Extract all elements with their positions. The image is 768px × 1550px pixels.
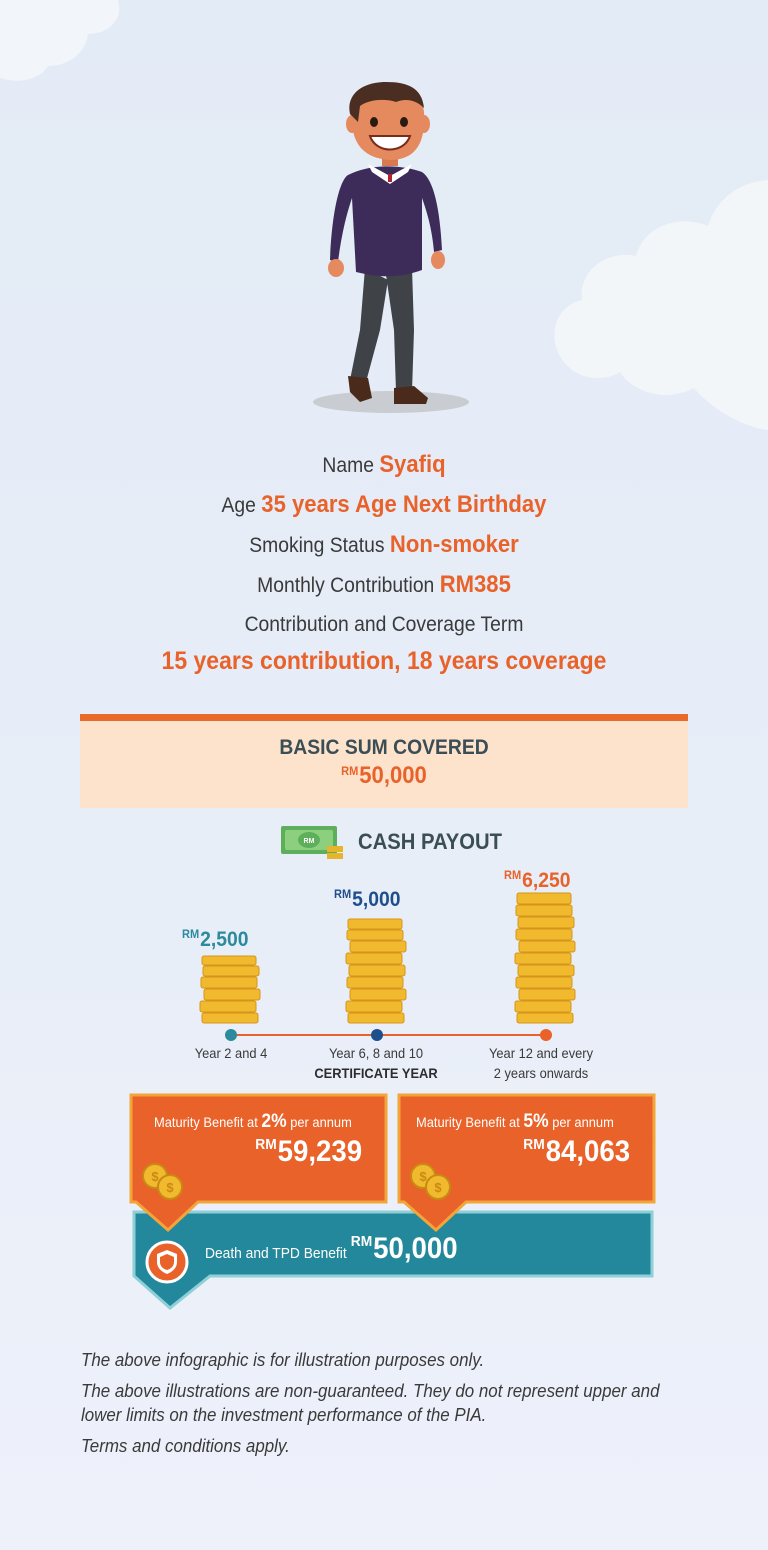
timeline-dot-2 (371, 1029, 383, 1041)
disclaimer-line-3: Terms and conditions apply. (81, 1436, 290, 1456)
cloud-top-left (0, 0, 130, 90)
cash-note-text: RM (303, 838, 315, 845)
timeline-dot-3 (540, 1029, 552, 1041)
cash-note-icon (281, 826, 345, 860)
smoking-value: Non-smoker (389, 531, 519, 558)
maturity-value-2pct: $^{RM}$59,239 (255, 1135, 362, 1168)
maturity-value-5pct: $^{RM}$84,063 (523, 1135, 630, 1168)
coin-stack-3 (513, 892, 577, 1025)
basic-sum-title: BASIC SUM COVERED (279, 736, 489, 759)
disclaimer-line-1: The above infographic is for illustration purposes only. (81, 1350, 485, 1370)
basic-sum-value: $^{RM}$50,000 (341, 762, 427, 789)
timeline-label-2: Year 6, 8 and 10 CERTIFICATE YEAR (314, 1045, 438, 1081)
svg-text:$: $ (434, 1180, 442, 1195)
timeline-dot-1 (225, 1029, 237, 1041)
coin-stack-1 (198, 955, 262, 1025)
term-value: 15 years contribution, 18 years coverage (161, 647, 607, 675)
disclaimer-line-2: The above illustrations are non-guaranteed. They do not represent upper and lower limits on the investment performance of the PIA. (81, 1381, 660, 1425)
certificate-year-label: CERTIFICATE YEAR (314, 1065, 438, 1081)
cash-payout-title: CASH PAYOUT (358, 829, 502, 854)
payout-amount-2: $^{RM}$5,000 (334, 887, 401, 911)
svg-text:$: $ (166, 1180, 174, 1195)
coins-icon-2 (408, 1162, 456, 1202)
svg-text:$: $ (151, 1169, 159, 1184)
contribution-value: RM385 (439, 571, 511, 598)
name-line: Name Syafiq (322, 451, 446, 478)
coins-icon-1 (140, 1162, 188, 1202)
profile-details (0, 445, 768, 678)
disclaimer (81, 1348, 721, 1465)
coin-stack-2 (344, 918, 408, 1025)
death-benefit-text: Death and TPD Benefit $^{RM}$50,000 (205, 1232, 458, 1265)
age-value: 35 years Age Next Birthday (261, 491, 547, 518)
timeline-label-1: Year 2 and 4 (194, 1045, 268, 1061)
payout-amount-3: $^{RM}$6,250 (504, 868, 571, 892)
maturity-label-5pct: Maturity Benefit at 5% per annum (416, 1111, 614, 1132)
payout-amount-1: $^{RM}$2,500 (182, 927, 249, 951)
basic-sum-panel (80, 721, 688, 808)
timeline-label-3: Year 12 and every 2 years onwards (488, 1045, 594, 1081)
person-illustration (310, 80, 475, 420)
age-line: Age 35 years Age Next Birthday (221, 491, 547, 518)
maturity-label-2pct: Maturity Benefit at 2% per annum (154, 1111, 352, 1132)
term-label: Contribution and Coverage Term (244, 613, 524, 636)
smoking-line: Smoking Status Non-smoker (249, 531, 519, 558)
basic-sum-top-bar (80, 714, 688, 721)
shield-icon (145, 1240, 189, 1284)
death-benefit-value: $^{RM}$50,000 (350, 1232, 458, 1265)
name-value: Syafiq (379, 451, 446, 478)
cloud-right (548, 180, 768, 440)
svg-text:$: $ (419, 1169, 427, 1184)
contribution-line: Monthly Contribution RM385 (257, 571, 511, 598)
